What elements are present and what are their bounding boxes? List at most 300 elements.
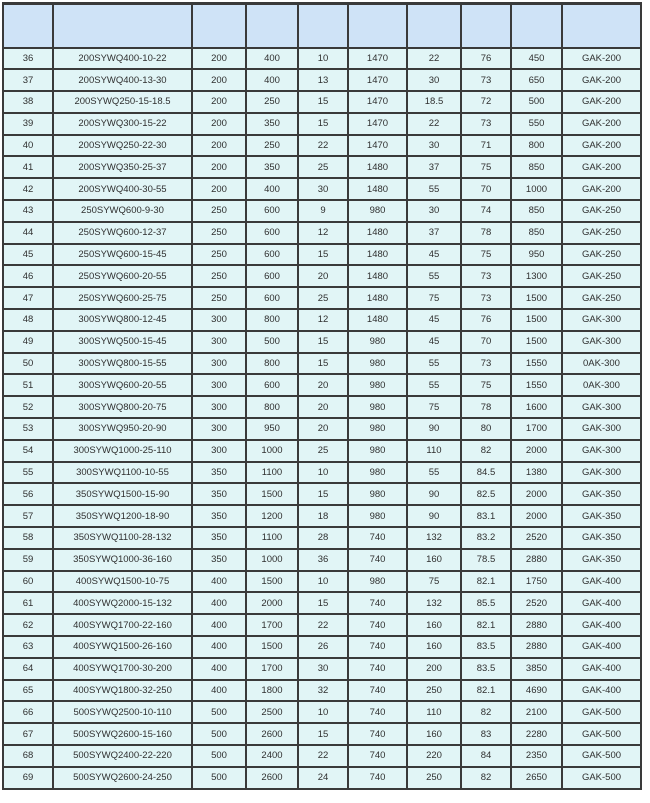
table-cell: GAK-400	[562, 592, 641, 614]
table-cell: 500SYWQ2500-10-110	[53, 701, 192, 723]
table-cell: GAK-350	[562, 483, 641, 505]
table-cell: 350	[192, 462, 246, 484]
table-cell: 300	[192, 374, 246, 396]
table-cell: 200	[192, 113, 246, 135]
table-cell: 67	[3, 723, 53, 745]
table-cell: GAK-400	[562, 680, 641, 702]
table-cell: 250	[407, 767, 461, 789]
table-cell: 250	[407, 680, 461, 702]
table-cell: 950	[246, 418, 298, 440]
table-cell: 45	[3, 244, 53, 266]
table-cell: 37	[3, 69, 53, 91]
table-cell: 2880	[511, 549, 562, 571]
table-cell: 3850	[511, 658, 562, 680]
table-cell: 56	[3, 483, 53, 505]
table-cell: 740	[348, 636, 407, 658]
table-cell: 20	[298, 418, 348, 440]
table-cell: 90	[407, 505, 461, 527]
table-cell: 1000	[511, 178, 562, 200]
table-cell: 250SYWQ600-12-37	[53, 222, 192, 244]
table-cell: 1470	[348, 69, 407, 91]
table-cell: 220	[407, 745, 461, 767]
table-cell: 350SYWQ1200-18-90	[53, 505, 192, 527]
table-cell: 82	[461, 701, 511, 723]
table-cell: 1500	[246, 483, 298, 505]
table-cell: 250	[192, 244, 246, 266]
table-cell: 75	[407, 287, 461, 309]
table-cell: 400	[192, 636, 246, 658]
table-row	[3, 200, 641, 222]
header-cell	[511, 4, 562, 48]
table-cell: 83.1	[461, 505, 511, 527]
table-cell: 78	[461, 222, 511, 244]
table-cell: 76	[461, 309, 511, 331]
table-row	[3, 418, 641, 440]
table-cell: 740	[348, 723, 407, 745]
table-cell: 500	[192, 723, 246, 745]
table-cell: GAK-300	[562, 396, 641, 418]
table-row	[3, 396, 641, 418]
header-cell	[298, 4, 348, 48]
table-cell: 400SYWQ1700-30-200	[53, 658, 192, 680]
table-cell: 300SYWQ800-20-75	[53, 396, 192, 418]
table-cell: 350SYWQ1100-28-132	[53, 527, 192, 549]
table-cell: 44	[3, 222, 53, 244]
table-cell: 740	[348, 614, 407, 636]
table-cell: 15	[298, 723, 348, 745]
table-cell: 55	[407, 374, 461, 396]
table-cell: 740	[348, 592, 407, 614]
table-cell: 57	[3, 505, 53, 527]
table-cell: 55	[3, 462, 53, 484]
table-cell: 2280	[511, 723, 562, 745]
table-cell: 73	[461, 287, 511, 309]
table-cell: 200	[192, 135, 246, 157]
table-cell: 25	[298, 156, 348, 178]
table-cell: 1500	[511, 287, 562, 309]
table-cell: 90	[407, 418, 461, 440]
table-cell: 980	[348, 505, 407, 527]
table-cell: 1480	[348, 309, 407, 331]
table-cell: 980	[348, 331, 407, 353]
table-cell: GAK-200	[562, 48, 641, 70]
table-cell: 2000	[511, 483, 562, 505]
table-cell: 400SYWQ1500-10-75	[53, 571, 192, 593]
table-cell: GAK-300	[562, 440, 641, 462]
table-cell: 15	[298, 113, 348, 135]
table-cell: 250	[246, 135, 298, 157]
table-cell: 500	[511, 91, 562, 113]
header-cell	[461, 4, 511, 48]
table-cell: 980	[348, 396, 407, 418]
table-cell: 300	[192, 440, 246, 462]
table-cell: GAK-200	[562, 91, 641, 113]
table-cell: 1100	[246, 527, 298, 549]
table-cell: 84.5	[461, 462, 511, 484]
table-cell: 1500	[246, 636, 298, 658]
table-cell: 1500	[511, 331, 562, 353]
table-cell: 800	[246, 353, 298, 375]
table-cell: 110	[407, 701, 461, 723]
table-cell: 200SYWQ400-10-22	[53, 48, 192, 70]
table-cell: 45	[407, 331, 461, 353]
table-row	[3, 244, 641, 266]
table-cell: 1480	[348, 222, 407, 244]
table-cell: 450	[511, 48, 562, 70]
table-body	[3, 48, 641, 789]
table-cell: 69	[3, 767, 53, 789]
table-cell: 400SYWQ1800-32-250	[53, 680, 192, 702]
table-row	[3, 440, 641, 462]
table-cell: 980	[348, 462, 407, 484]
table-cell: GAK-400	[562, 658, 641, 680]
table-cell: 2600	[246, 767, 298, 789]
table-cell: 1300	[511, 265, 562, 287]
table-cell: 740	[348, 549, 407, 571]
table-cell: 0AK-300	[562, 353, 641, 375]
table-cell: 400	[192, 614, 246, 636]
table-cell: GAK-400	[562, 571, 641, 593]
table-cell: 200SYWQ400-13-30	[53, 69, 192, 91]
table-cell: 740	[348, 701, 407, 723]
table-cell: 250SYWQ600-20-55	[53, 265, 192, 287]
table-cell: 350SYWQ1500-15-90	[53, 483, 192, 505]
table-cell: 600	[246, 287, 298, 309]
table-cell: 73	[461, 265, 511, 287]
table-cell: GAK-200	[562, 178, 641, 200]
table-cell: 74	[461, 200, 511, 222]
table-cell: 30	[407, 69, 461, 91]
table-cell: 1500	[511, 309, 562, 331]
table-cell: 1470	[348, 113, 407, 135]
table-row	[3, 592, 641, 614]
table-cell: 55	[407, 353, 461, 375]
table-cell: 400SYWQ2000-15-132	[53, 592, 192, 614]
table-cell: 54	[3, 440, 53, 462]
table-cell: 850	[511, 222, 562, 244]
table-cell: 740	[348, 745, 407, 767]
table-cell: 2880	[511, 614, 562, 636]
table-cell: 62	[3, 614, 53, 636]
table-cell: 36	[298, 549, 348, 571]
table-cell: 1550	[511, 374, 562, 396]
table-cell: 740	[348, 658, 407, 680]
table-cell: 1700	[511, 418, 562, 440]
table-cell: 20	[298, 374, 348, 396]
table-row	[3, 701, 641, 723]
table-cell: 61	[3, 592, 53, 614]
table-cell: 650	[511, 69, 562, 91]
table-cell: 400	[246, 178, 298, 200]
table-cell: 70	[461, 331, 511, 353]
table-cell: 65	[3, 680, 53, 702]
table-cell: 300	[192, 331, 246, 353]
table-cell: 22	[407, 48, 461, 70]
table-cell: GAK-350	[562, 527, 641, 549]
table-cell: 15	[298, 592, 348, 614]
table-cell: 300SYWQ600-20-55	[53, 374, 192, 396]
table-cell: 15	[298, 331, 348, 353]
table-cell: 1380	[511, 462, 562, 484]
table-cell: 2350	[511, 745, 562, 767]
table-cell: GAK-400	[562, 636, 641, 658]
table-cell: 22	[298, 135, 348, 157]
table-cell: 71	[461, 135, 511, 157]
table-cell: 600	[246, 200, 298, 222]
table-cell: GAK-200	[562, 69, 641, 91]
table-cell: 20	[298, 396, 348, 418]
header-cell	[3, 4, 53, 48]
table-cell: 600	[246, 222, 298, 244]
table-cell: 500	[192, 767, 246, 789]
table-cell: 200SYWQ400-30-55	[53, 178, 192, 200]
table-cell: 30	[407, 135, 461, 157]
table-row	[3, 287, 641, 309]
table-cell: 52	[3, 396, 53, 418]
table-cell: 500	[192, 701, 246, 723]
table-cell: 82	[461, 440, 511, 462]
table-cell: 980	[348, 418, 407, 440]
table-cell: 250SYWQ600-25-75	[53, 287, 192, 309]
table-cell: 12	[298, 222, 348, 244]
table-cell: 55	[407, 462, 461, 484]
table-row	[3, 680, 641, 702]
table-cell: 1600	[511, 396, 562, 418]
table-cell: GAK-300	[562, 462, 641, 484]
table-cell: 300	[192, 353, 246, 375]
table-cell: 2520	[511, 592, 562, 614]
table-cell: 300	[192, 396, 246, 418]
table-cell: 1550	[511, 353, 562, 375]
table-cell: 550	[511, 113, 562, 135]
table-cell: 49	[3, 331, 53, 353]
table-cell: 1000	[246, 440, 298, 462]
table-row	[3, 527, 641, 549]
table-cell: 500	[246, 331, 298, 353]
table-cell: 250	[246, 91, 298, 113]
table-cell: 1470	[348, 48, 407, 70]
table-cell: 78	[461, 396, 511, 418]
table-cell: 32	[298, 680, 348, 702]
table-row	[3, 483, 641, 505]
table-cell: 740	[348, 767, 407, 789]
table-cell: 600	[246, 244, 298, 266]
table-cell: 10	[298, 462, 348, 484]
table-cell: 400	[192, 571, 246, 593]
table-cell: 4690	[511, 680, 562, 702]
header-cell	[562, 4, 641, 48]
table-cell: 400	[246, 69, 298, 91]
table-cell: 37	[407, 222, 461, 244]
table-row	[3, 48, 641, 70]
table-cell: 85.5	[461, 592, 511, 614]
table-cell: GAK-500	[562, 745, 641, 767]
table-cell: 64	[3, 658, 53, 680]
table-cell: 300SYWQ500-15-45	[53, 331, 192, 353]
table-cell: 82.5	[461, 483, 511, 505]
table-cell: 350	[192, 549, 246, 571]
table-cell: 350	[192, 527, 246, 549]
table-cell: 300SYWQ1100-10-55	[53, 462, 192, 484]
table-cell: 25	[298, 287, 348, 309]
table-cell: 1750	[511, 571, 562, 593]
table-cell: 250	[192, 265, 246, 287]
table-row	[3, 91, 641, 113]
table-cell: 75	[461, 156, 511, 178]
table-cell: 25	[298, 440, 348, 462]
table-cell: 400SYWQ1500-26-160	[53, 636, 192, 658]
table-cell: 22	[298, 614, 348, 636]
table-row	[3, 462, 641, 484]
table-cell: 1500	[246, 571, 298, 593]
table-cell: 200	[192, 69, 246, 91]
table-cell: 36	[3, 48, 53, 70]
table-cell: 73	[461, 69, 511, 91]
table-cell: 200	[192, 156, 246, 178]
table-cell: 28	[298, 527, 348, 549]
table-cell: 500SYWQ2600-15-160	[53, 723, 192, 745]
table-cell: 980	[348, 483, 407, 505]
table-row	[3, 353, 641, 375]
table-cell: 132	[407, 527, 461, 549]
table-cell: 250SYWQ600-9-30	[53, 200, 192, 222]
table-cell: 300SYWQ950-20-90	[53, 418, 192, 440]
table-cell: 76	[461, 48, 511, 70]
header-cell	[407, 4, 461, 48]
table-cell: 850	[511, 156, 562, 178]
table-row	[3, 309, 641, 331]
table-cell: 160	[407, 549, 461, 571]
table-cell: 740	[348, 680, 407, 702]
table-cell: 400	[192, 592, 246, 614]
table-cell: 41	[3, 156, 53, 178]
table-cell: 1700	[246, 658, 298, 680]
table-cell: 1800	[246, 680, 298, 702]
table-cell: 30	[407, 200, 461, 222]
table-cell: 48	[3, 309, 53, 331]
table-row	[3, 549, 641, 571]
table-row	[3, 113, 641, 135]
table-cell: 160	[407, 636, 461, 658]
table-cell: 12	[298, 309, 348, 331]
table-cell: 250	[192, 222, 246, 244]
table-cell: 200	[407, 658, 461, 680]
table-cell: GAK-250	[562, 287, 641, 309]
table-cell: 47	[3, 287, 53, 309]
table-cell: 2520	[511, 527, 562, 549]
table-cell: 30	[298, 658, 348, 680]
table-cell: 75	[407, 571, 461, 593]
table-cell: 132	[407, 592, 461, 614]
table-cell: GAK-350	[562, 549, 641, 571]
table-cell: 300SYWQ800-12-45	[53, 309, 192, 331]
table-cell: 18	[298, 505, 348, 527]
table-cell: 400	[192, 680, 246, 702]
table-cell: 80	[461, 418, 511, 440]
table-cell: 24	[298, 767, 348, 789]
table-cell: 15	[298, 483, 348, 505]
table-cell: 59	[3, 549, 53, 571]
table-cell: 82.1	[461, 680, 511, 702]
table-row	[3, 331, 641, 353]
table-cell: 980	[348, 374, 407, 396]
table-cell: 980	[348, 200, 407, 222]
table-cell: 300	[192, 309, 246, 331]
table-cell: GAK-300	[562, 309, 641, 331]
table-cell: GAK-200	[562, 156, 641, 178]
table-cell: 500SYWQ2600-24-250	[53, 767, 192, 789]
table-cell: 800	[246, 309, 298, 331]
table-cell: GAK-200	[562, 113, 641, 135]
table-cell: 1480	[348, 244, 407, 266]
table-row	[3, 156, 641, 178]
table-cell: 26	[298, 636, 348, 658]
table-row	[3, 767, 641, 789]
table-row	[3, 505, 641, 527]
table-cell: 60	[3, 571, 53, 593]
table-cell: 45	[407, 244, 461, 266]
table-cell: 75	[461, 244, 511, 266]
table-row	[3, 658, 641, 680]
table-cell: 10	[298, 701, 348, 723]
table-cell: 82.1	[461, 614, 511, 636]
table-cell: 300SYWQ1000-25-110	[53, 440, 192, 462]
table-cell: 250SYWQ600-15-45	[53, 244, 192, 266]
table-cell: 83.5	[461, 658, 511, 680]
table-row	[3, 374, 641, 396]
table-cell: GAK-500	[562, 723, 641, 745]
table-cell: 63	[3, 636, 53, 658]
table-cell: GAK-250	[562, 244, 641, 266]
table-cell: 42	[3, 178, 53, 200]
table-cell: 2500	[246, 701, 298, 723]
table-cell: 2100	[511, 701, 562, 723]
table-cell: 250	[192, 287, 246, 309]
table-cell: 200	[192, 48, 246, 70]
table-cell: GAK-250	[562, 200, 641, 222]
table-cell: 1100	[246, 462, 298, 484]
table-cell: 68	[3, 745, 53, 767]
table-cell: 58	[3, 527, 53, 549]
table-cell: 200SYWQ250-22-30	[53, 135, 192, 157]
table-cell: 800	[511, 135, 562, 157]
table-row	[3, 723, 641, 745]
table-cell: 1200	[246, 505, 298, 527]
table-cell: 43	[3, 200, 53, 222]
table-cell: 82.1	[461, 571, 511, 593]
table-cell: 83.5	[461, 636, 511, 658]
table-cell: 200	[192, 178, 246, 200]
table-cell: GAK-250	[562, 222, 641, 244]
table-cell: 2600	[246, 723, 298, 745]
table-cell: 30	[298, 178, 348, 200]
table-cell: 13	[298, 69, 348, 91]
table-cell: 9	[298, 200, 348, 222]
table-cell: 15	[298, 91, 348, 113]
table-cell: 500	[192, 745, 246, 767]
table-cell: 400SYWQ1700-22-160	[53, 614, 192, 636]
table-cell: 1480	[348, 178, 407, 200]
table-cell: 1470	[348, 135, 407, 157]
table-cell: GAK-300	[562, 331, 641, 353]
table-cell: 600	[246, 265, 298, 287]
table-cell: 46	[3, 265, 53, 287]
table-cell: 400	[246, 48, 298, 70]
table-cell: 38	[3, 91, 53, 113]
header-cell	[192, 4, 246, 48]
table-cell: GAK-500	[562, 767, 641, 789]
table-cell: 950	[511, 244, 562, 266]
